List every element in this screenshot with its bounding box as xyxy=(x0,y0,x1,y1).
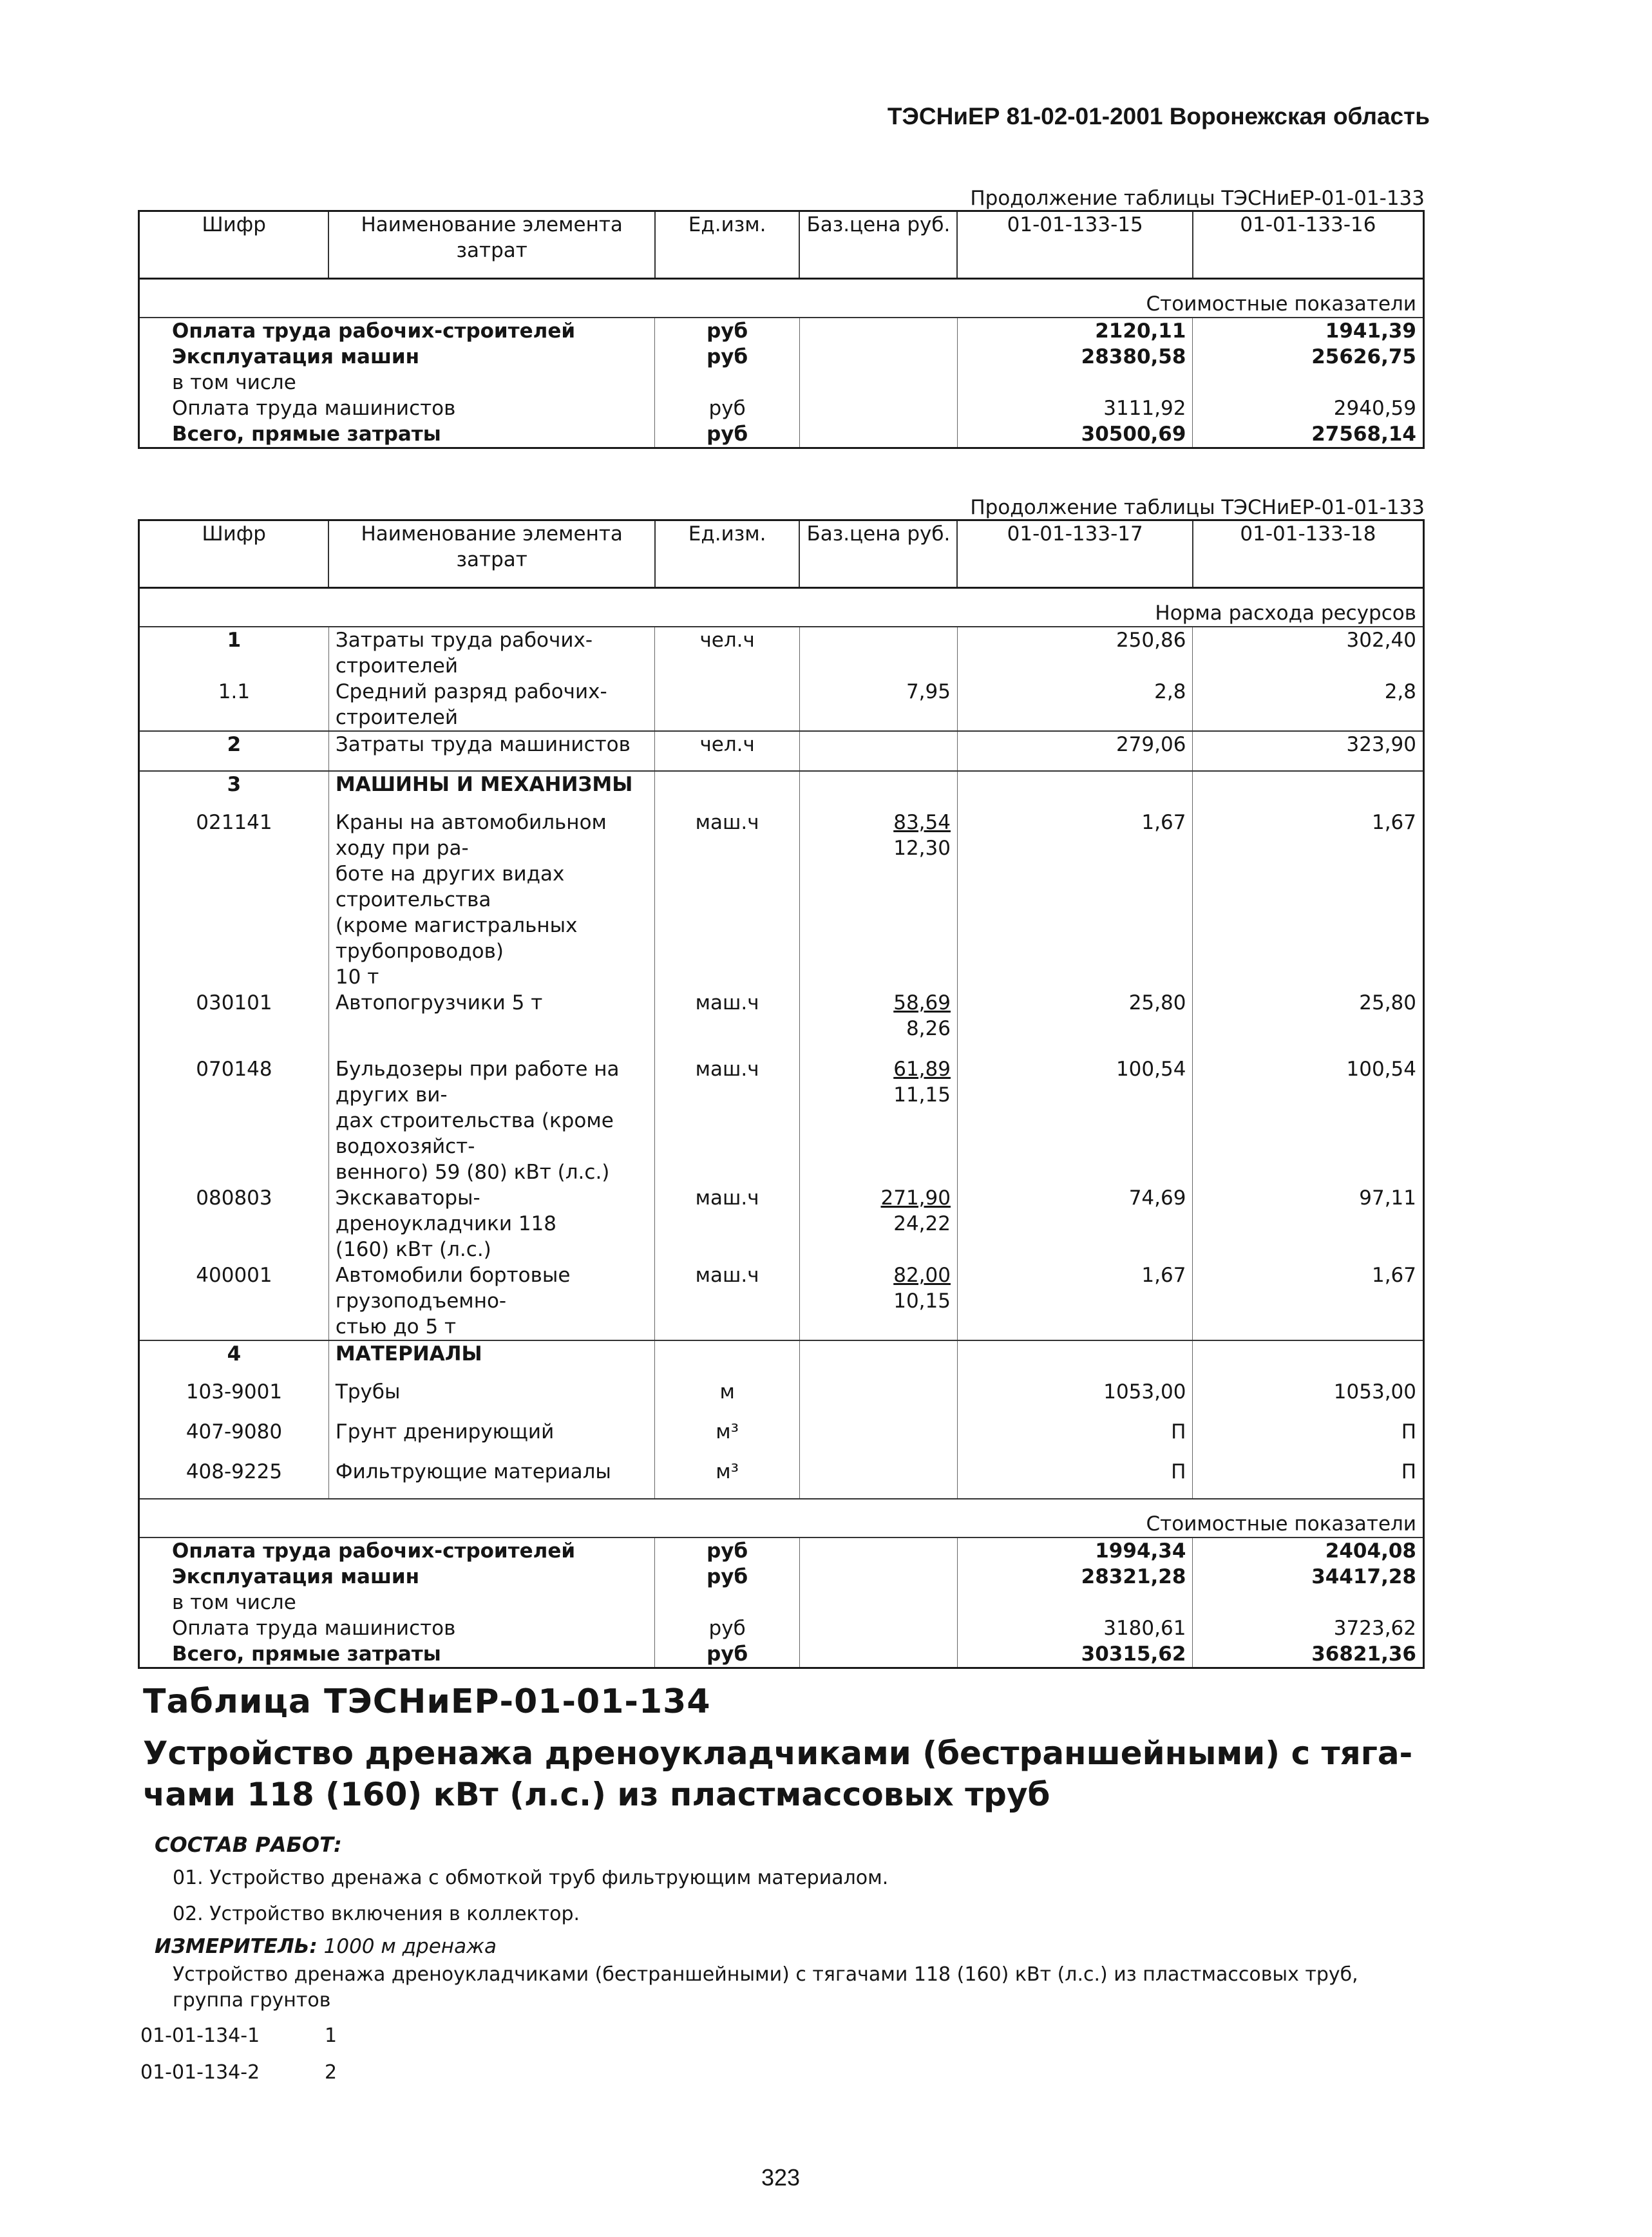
soil-group: 1 xyxy=(325,2024,337,2047)
measure-label: ИЗМЕРИТЕЛЬ: xyxy=(155,1935,318,1958)
cost-name: Оплата труда машинистов xyxy=(139,395,655,421)
cost-value-1 xyxy=(957,1590,1192,1615)
header-unit: Ед.изм. xyxy=(655,211,799,279)
work-item: 01. Устройство дренажа с обмоткой труб фильтрующим материалом. xyxy=(173,1867,889,1889)
spacer-row xyxy=(139,279,1424,292)
cost-value-2 xyxy=(1193,370,1424,395)
resource-name: Фильтрующие материалы xyxy=(328,1459,655,1499)
table-row xyxy=(139,1615,1424,1641)
resource-code: 4 xyxy=(139,1340,329,1379)
price-value: 83,54 xyxy=(893,811,951,834)
resource-price xyxy=(799,627,957,679)
work-composition-heading: СОСТАВ РАБОТ: xyxy=(155,1832,342,1857)
resource-value-2: 97,11 xyxy=(1193,1185,1424,1262)
cost-section-label: Стоимостные показатели xyxy=(139,291,1424,318)
resource-value-1: 250,86 xyxy=(957,627,1192,679)
resource-price xyxy=(799,1340,957,1379)
running-header: ТЭСНиЕР 81-02-01-2001 Воронежская область xyxy=(887,103,1430,129)
cost-price xyxy=(799,1564,957,1590)
cost-value-1: 28380,58 xyxy=(957,344,1192,370)
cost-value-1 xyxy=(957,370,1192,395)
resource-price xyxy=(799,1459,957,1499)
page-number: 323 xyxy=(761,2164,801,2191)
code-line xyxy=(140,2024,337,2047)
resource-value-2: П xyxy=(1193,1419,1424,1459)
spacer-row xyxy=(139,588,1424,601)
norm-code: 01-01-134-1 xyxy=(140,2024,260,2047)
cost-price xyxy=(799,395,957,421)
resource-value-2: 323,90 xyxy=(1193,731,1424,771)
table-row xyxy=(139,370,1424,395)
resource-value-1: 1053,00 xyxy=(957,1379,1192,1419)
resource-unit: маш.ч xyxy=(655,810,799,990)
cost-unit: руб xyxy=(655,318,799,344)
table-row xyxy=(139,1185,1424,1262)
price-value: 7,95 xyxy=(906,680,951,703)
resource-code: 103-9001 xyxy=(139,1379,329,1419)
resource-name: Краны на автомобильном ходу при ра- боте на других видах строительства (кроме магистральных трубопроводов) 10 т xyxy=(328,810,655,990)
table-row xyxy=(139,395,1424,421)
cost-price xyxy=(799,344,957,370)
header-col-1: 01-01-133-15 xyxy=(957,211,1192,279)
section-label-row xyxy=(139,291,1424,318)
table-row xyxy=(139,1419,1424,1459)
table-row xyxy=(139,990,1424,1056)
resource-name: Затраты труда машинистов xyxy=(328,731,655,771)
resource-value-2: 1,67 xyxy=(1193,810,1424,990)
cost-value-1: 30500,69 xyxy=(957,421,1192,448)
resource-unit: м³ xyxy=(655,1419,799,1459)
cost-price xyxy=(799,318,957,344)
cost-name: Оплата труда рабочих-строителей xyxy=(139,318,655,344)
resource-value-2 xyxy=(1193,1340,1424,1379)
resource-group-name: МАШИНЫ И МЕХАНИЗМЫ xyxy=(328,771,655,810)
table-row xyxy=(139,810,1424,990)
table-row xyxy=(139,771,1424,810)
table-row xyxy=(139,679,1424,731)
resource-price xyxy=(799,1056,957,1185)
cost-section-label: Стоимостные показатели xyxy=(139,1511,1424,1537)
resource-group-name: МАТЕРИАЛЫ xyxy=(328,1340,655,1379)
table-title: Таблица ТЭСНиЕР-01-01-134 xyxy=(143,1682,711,1721)
measure-value: 1000 м дренажа xyxy=(323,1935,497,1958)
resource-unit: чел.ч xyxy=(655,731,799,771)
resource-code: 030101 xyxy=(139,990,329,1056)
resource-name: Экскаваторы-дреноукладчики 118 (160) кВт (л.с.) xyxy=(328,1185,655,1262)
cost-value-1: 30315,62 xyxy=(957,1641,1192,1668)
cost-unit: руб xyxy=(655,1615,799,1641)
resource-code: 2 xyxy=(139,731,329,771)
cost-value-1: 28321,28 xyxy=(957,1564,1192,1590)
table2-caption: Продолжение таблицы ТЭСНиЕР-01-01-133 xyxy=(970,496,1425,519)
cost-unit xyxy=(655,370,799,395)
resource-value-2: 100,54 xyxy=(1193,1056,1424,1185)
resource-unit: маш.ч xyxy=(655,1262,799,1340)
table-row xyxy=(139,1564,1424,1590)
soil-group: 2 xyxy=(325,2061,337,2084)
resource-unit: маш.ч xyxy=(655,1056,799,1185)
resource-price xyxy=(799,810,957,990)
resource-name: Автомобили бортовые грузоподъемно- стью до 5 т xyxy=(328,1262,655,1340)
cost-value-1: 2120,11 xyxy=(957,318,1192,344)
cost-name: Оплата труда рабочих-строителей xyxy=(139,1537,655,1564)
price-value: 61,89 xyxy=(893,1058,951,1081)
cost-unit: руб xyxy=(655,1537,799,1564)
cost-value-1: 3180,61 xyxy=(957,1615,1192,1641)
header-unit: Ед.изм. xyxy=(655,520,799,588)
header-code: Шифр xyxy=(139,520,329,588)
table-row xyxy=(139,731,1424,771)
resource-value-2: П xyxy=(1193,1459,1424,1499)
table-row xyxy=(139,344,1424,370)
resource-price xyxy=(799,1379,957,1419)
resource-price xyxy=(799,771,957,810)
work-item: 02. Устройство включения в коллектор. xyxy=(173,1903,580,1925)
cost-price xyxy=(799,421,957,448)
price-operator-wage: 10,15 xyxy=(893,1290,951,1313)
resource-code: 1 xyxy=(139,627,329,679)
cost-value-2: 1941,39 xyxy=(1193,318,1424,344)
cost-value-2 xyxy=(1193,1590,1424,1615)
cost-name: Всего, прямые затраты xyxy=(139,1641,655,1668)
table-row xyxy=(139,1641,1424,1668)
cost-value-2: 27568,14 xyxy=(1193,421,1424,448)
resource-value-1: 25,80 xyxy=(957,990,1192,1056)
resource-value-1: 2,8 xyxy=(957,679,1192,731)
table-row xyxy=(139,421,1424,448)
price-value: 82,00 xyxy=(893,1264,951,1287)
code-line xyxy=(140,2061,337,2084)
price-value: 58,69 xyxy=(893,991,951,1014)
resource-value-1: 1,67 xyxy=(957,810,1192,990)
table-row xyxy=(139,627,1424,679)
resource-value-1: П xyxy=(957,1419,1192,1459)
resource-price xyxy=(799,679,957,731)
resource-name: Трубы xyxy=(328,1379,655,1419)
header-col-2: 01-01-133-18 xyxy=(1193,520,1424,588)
resource-code: 3 xyxy=(139,771,329,810)
section-label-row xyxy=(139,600,1424,627)
resource-name: Средний разряд рабочих-строителей xyxy=(328,679,655,731)
resource-price xyxy=(799,731,957,771)
cost-unit: руб xyxy=(655,344,799,370)
resource-value-1: 1,67 xyxy=(957,1262,1192,1340)
table-row xyxy=(139,1459,1424,1499)
table-row xyxy=(139,1262,1424,1340)
cost-price xyxy=(799,370,957,395)
resource-value-2 xyxy=(1193,771,1424,810)
cost-price xyxy=(799,1615,957,1641)
table-row xyxy=(139,1379,1424,1419)
header-col-1: 01-01-133-17 xyxy=(957,520,1192,588)
header-code: Шифр xyxy=(139,211,329,279)
spacer-row xyxy=(139,1499,1424,1511)
resource-name: Грунт дренирующий xyxy=(328,1419,655,1459)
table-row xyxy=(139,1590,1424,1615)
cost-name: Эксплуатация машин xyxy=(139,344,655,370)
resource-price xyxy=(799,1185,957,1262)
cost-unit: руб xyxy=(655,1641,799,1668)
resource-unit xyxy=(655,679,799,731)
cost-value-2: 2940,59 xyxy=(1193,395,1424,421)
resource-value-1: 100,54 xyxy=(957,1056,1192,1185)
price-operator-wage: 11,15 xyxy=(893,1083,951,1107)
price-operator-wage: 8,26 xyxy=(906,1017,951,1040)
table2 xyxy=(138,519,1425,1669)
cost-unit: руб xyxy=(655,395,799,421)
cost-name: Эксплуатация машин xyxy=(139,1564,655,1590)
header-name: Наименование элемента затрат xyxy=(328,520,655,588)
cost-unit xyxy=(655,1590,799,1615)
cost-value-2: 36821,36 xyxy=(1193,1641,1424,1668)
resource-code: 1.1 xyxy=(139,679,329,731)
cost-name: в том числе xyxy=(139,370,655,395)
table1-caption: Продолжение таблицы ТЭСНиЕР-01-01-133 xyxy=(970,187,1425,210)
resource-code: 407-9080 xyxy=(139,1419,329,1459)
norm-code: 01-01-134-2 xyxy=(140,2061,260,2084)
table-subtitle: Устройство дренажа дреноукладчиками (бестраншейными) с тяга- чами 118 (160) кВт (л.с.) из пластмассовых труб xyxy=(143,1735,1413,1813)
header-base-price: Баз.цена руб. xyxy=(799,520,957,588)
resource-unit: м³ xyxy=(655,1459,799,1499)
table-row xyxy=(139,1537,1424,1564)
resource-code: 408-9225 xyxy=(139,1459,329,1499)
cost-unit: руб xyxy=(655,421,799,448)
price-operator-wage: 12,30 xyxy=(893,837,951,860)
header-name: Наименование элемента затрат xyxy=(328,211,655,279)
cost-value-1: 1994,34 xyxy=(957,1537,1192,1564)
measure-line xyxy=(155,1935,497,1958)
resource-price xyxy=(799,1262,957,1340)
table-row xyxy=(139,1056,1424,1185)
header-base-price: Баз.цена руб. xyxy=(799,211,957,279)
resource-unit: маш.ч xyxy=(655,990,799,1056)
resource-value-2: 1053,00 xyxy=(1193,1379,1424,1419)
resource-unit xyxy=(655,1340,799,1379)
resource-price xyxy=(799,1419,957,1459)
resource-code: 070148 xyxy=(139,1056,329,1185)
resource-value-2: 25,80 xyxy=(1193,990,1424,1056)
resource-name: Бульдозеры при работе на других ви- дах строительства (кроме водохозяйст- венного) 59 (80) кВт (л.с.) xyxy=(328,1056,655,1185)
header-col-2: 01-01-133-16 xyxy=(1193,211,1424,279)
resource-value-2: 302,40 xyxy=(1193,627,1424,679)
resource-unit: маш.ч xyxy=(655,1185,799,1262)
table-row xyxy=(139,1340,1424,1379)
price-value: 271,90 xyxy=(880,1186,951,1210)
cost-value-2: 34417,28 xyxy=(1193,1564,1424,1590)
resource-code: 080803 xyxy=(139,1185,329,1262)
resource-value-1 xyxy=(957,771,1192,810)
cost-name: Оплата труда машинистов xyxy=(139,1615,655,1641)
norm-section-label: Норма расхода ресурсов xyxy=(139,600,1424,627)
resource-name: Автопогрузчики 5 т xyxy=(328,990,655,1056)
cost-value-2: 3723,62 xyxy=(1193,1615,1424,1641)
resource-unit: м xyxy=(655,1379,799,1419)
resource-name: Затраты труда рабочих-строителей xyxy=(328,627,655,679)
cost-value-1: 3111,92 xyxy=(957,395,1192,421)
resource-unit xyxy=(655,771,799,810)
resource-code: 400001 xyxy=(139,1262,329,1340)
work-description: Устройство дренажа дреноукладчиками (бестраншейными) с тягачами 118 (160) кВт (л.с.) из пластмассовых труб, группа грунтов xyxy=(173,1963,1358,2012)
cost-price xyxy=(799,1537,957,1564)
table2-header-row xyxy=(139,520,1424,588)
resource-unit: чел.ч xyxy=(655,627,799,679)
cost-unit: руб xyxy=(655,1564,799,1590)
section-label-row xyxy=(139,1511,1424,1537)
price-operator-wage: 24,22 xyxy=(893,1212,951,1235)
resource-value-1: 279,06 xyxy=(957,731,1192,771)
resource-price xyxy=(799,990,957,1056)
cost-name: в том числе xyxy=(139,1590,655,1615)
table1 xyxy=(138,210,1425,449)
cost-name: Всего, прямые затраты xyxy=(139,421,655,448)
resource-value-2: 2,8 xyxy=(1193,679,1424,731)
table1-header-row xyxy=(139,211,1424,279)
cost-value-2: 2404,08 xyxy=(1193,1537,1424,1564)
resource-code: 021141 xyxy=(139,810,329,990)
table-row xyxy=(139,318,1424,344)
resource-value-1 xyxy=(957,1340,1192,1379)
cost-value-2: 25626,75 xyxy=(1193,344,1424,370)
resource-value-1: П xyxy=(957,1459,1192,1499)
resource-value-2: 1,67 xyxy=(1193,1262,1424,1340)
resource-value-1: 74,69 xyxy=(957,1185,1192,1262)
cost-price xyxy=(799,1641,957,1668)
cost-price xyxy=(799,1590,957,1615)
